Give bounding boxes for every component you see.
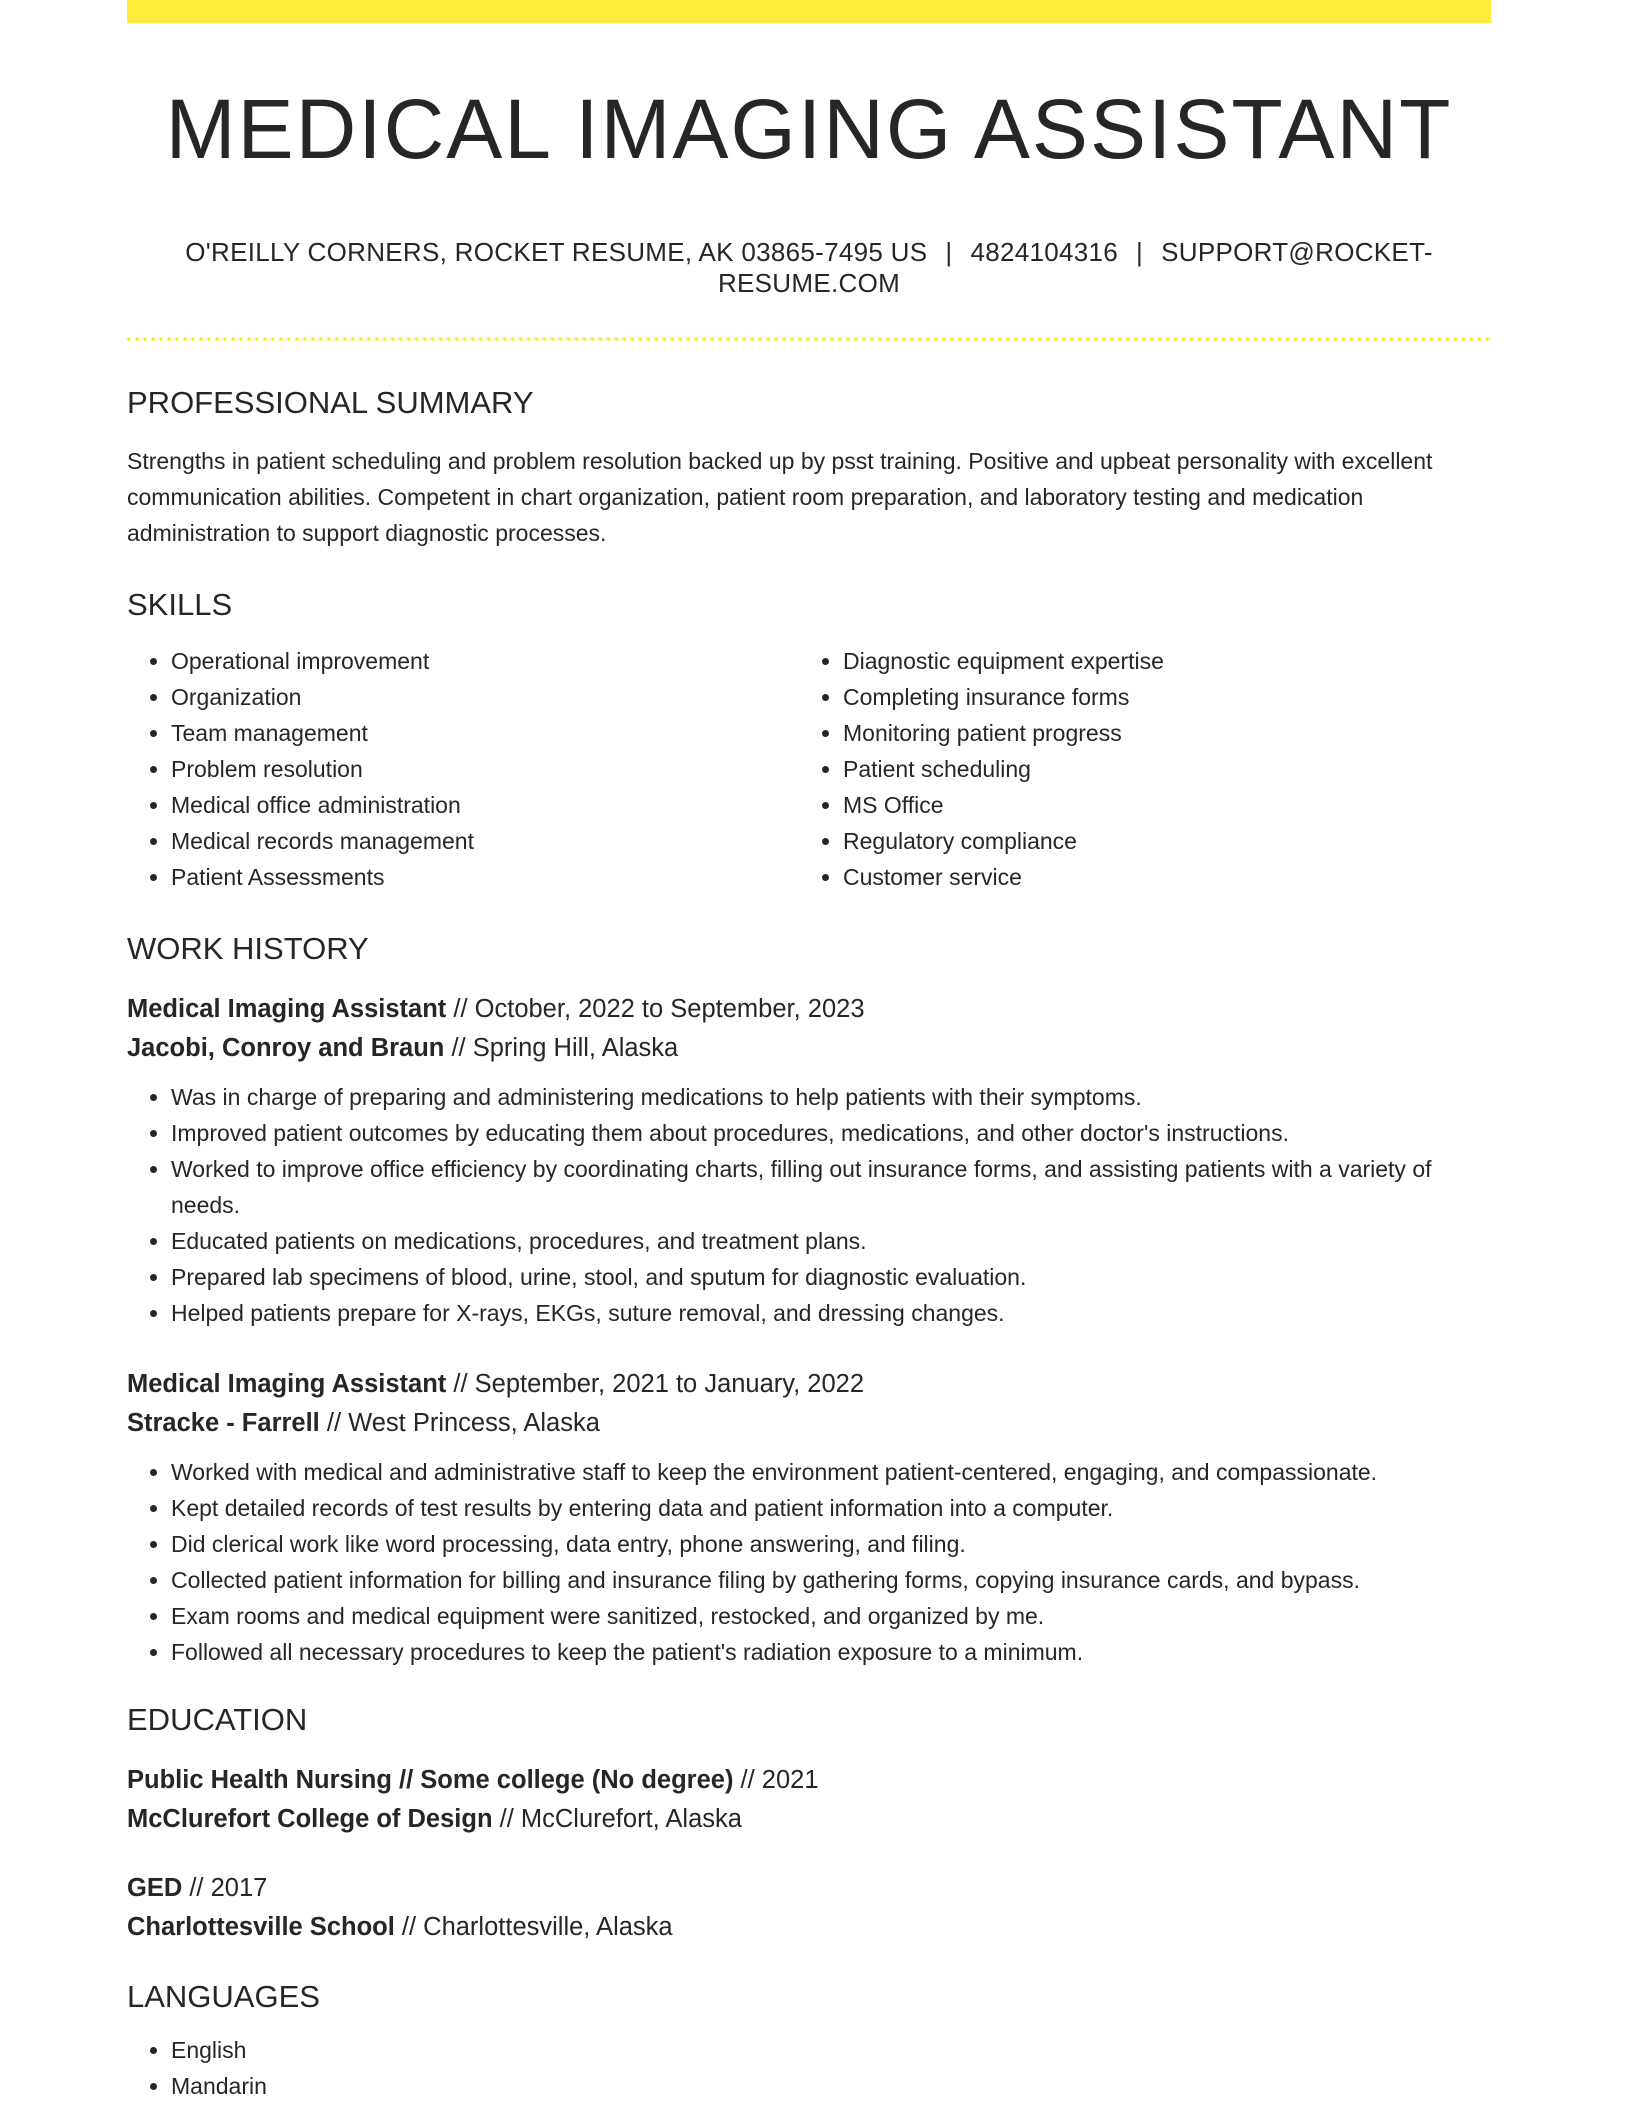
- contact-address: O'REILLY CORNERS, ROCKET RESUME, AK 03865-7495 US: [185, 237, 928, 267]
- skill-item: • Completing insurance forms: [843, 679, 1471, 715]
- resume-title: MEDICAL IMAGING ASSISTANT: [165, 82, 1453, 176]
- education-school-line: [127, 1908, 1491, 1947]
- skills-heading: SKILLS: [127, 587, 233, 622]
- job-bullet: • Worked to improve office efficiency by coordinating charts, filling out insurance forms, and assisting patients with a variety of needs.: [171, 1151, 1491, 1223]
- job-bullet: • Exam rooms and medical equipment were sanitized, restocked, and organized by me.: [171, 1598, 1491, 1634]
- job-bullets: [127, 1079, 1491, 1331]
- work-history-heading: WORK HISTORY: [127, 931, 369, 966]
- job-role: Medical Imaging Assistant: [127, 995, 447, 1023]
- education-entry: [127, 1869, 1491, 1947]
- education-school-line: [127, 1800, 1491, 1839]
- contact-separator: |: [945, 237, 953, 267]
- job-company: Stracke - Farrell: [127, 1409, 320, 1437]
- accent-bar: [127, 0, 1491, 23]
- job-dates: // October, 2022 to September, 2023: [446, 995, 865, 1023]
- job-bullet: • Educated patients on medications, procedures, and treatment plans.: [171, 1223, 1491, 1259]
- education-degree: GED: [127, 1874, 183, 1902]
- education-year: // 2017: [182, 1874, 268, 1902]
- education-degree-line: [127, 1761, 1491, 1800]
- education-location: // Charlottesville, Alaska: [394, 1913, 673, 1941]
- job-bullet: • Followed all necessary procedures to keep the patient's radiation exposure to a minimum.: [171, 1634, 1491, 1670]
- skills-grid: [127, 643, 1491, 895]
- job-location: // Spring Hill, Alaska: [444, 1034, 679, 1062]
- job-bullet: • Kept detailed records of test results by entering data and patient information into a computer.: [171, 1490, 1491, 1526]
- skill-item: • Team management: [171, 715, 799, 751]
- education-degree: Public Health Nursing // Some college (No degree): [127, 1766, 734, 1794]
- skill-item: • Problem resolution: [171, 751, 799, 787]
- job-company-line: [127, 1404, 1491, 1443]
- skill-item: • Patient scheduling: [843, 751, 1471, 787]
- skill-item: • Customer service: [843, 859, 1471, 895]
- job-bullet: • Worked with medical and administrative staff to keep the environment patient-centered, engaging, and compassionate.: [171, 1454, 1491, 1490]
- job-role: Medical Imaging Assistant: [127, 1370, 447, 1398]
- contact-email: SUPPORT@ROCKET-RESUME.COM: [717, 237, 1433, 298]
- contact-line: [127, 237, 1491, 299]
- skill-item: • Medical records management: [171, 823, 799, 859]
- contact-phone: 4824104316: [970, 237, 1119, 267]
- skill-item: • Organization: [171, 679, 799, 715]
- job-title-line: [127, 990, 1491, 1029]
- languages-heading: LANGUAGES: [127, 1979, 320, 2014]
- education-heading: EDUCATION: [127, 1702, 308, 1737]
- contact-separator: |: [1136, 237, 1144, 267]
- summary-heading: PROFESSIONAL SUMMARY: [127, 385, 534, 420]
- languages-list: [127, 2032, 1491, 2104]
- skill-item: • MS Office: [843, 787, 1471, 823]
- education-entry: [127, 1761, 1491, 1839]
- job-location: // West Princess, Alaska: [319, 1409, 600, 1437]
- skill-item: • Patient Assessments: [171, 859, 799, 895]
- language-item: • English: [171, 2032, 1491, 2068]
- skills-list-left: [127, 643, 799, 895]
- job-entry: [127, 1365, 1491, 1670]
- job-bullet: • Helped patients prepare for X-rays, EKGs, suture removal, and dressing changes.: [171, 1295, 1491, 1331]
- job-dates: // September, 2021 to January, 2022: [446, 1370, 865, 1398]
- summary-text: Strengths in patient scheduling and problem resolution backed up by psst training. Positive and upbeat personality with excellent communication abilities. Competent in chart organization, patient room preparation, and laboratory testing and medication administration to support diagnostic processes.: [127, 448, 1433, 546]
- skill-item: • Regulatory compliance: [843, 823, 1471, 859]
- resume-page: [127, 0, 1491, 2104]
- job-bullets: [127, 1454, 1491, 1670]
- job-company-line: [127, 1029, 1491, 1068]
- skill-item: • Monitoring patient progress: [843, 715, 1471, 751]
- job-bullet: • Improved patient outcomes by educating them about procedures, medications, and other doctor's instructions.: [171, 1115, 1491, 1151]
- education-degree-line: [127, 1869, 1491, 1908]
- language-item: • Mandarin: [171, 2068, 1491, 2104]
- education-year: // 2021: [733, 1766, 819, 1794]
- education-school: Charlottesville School: [127, 1913, 395, 1941]
- job-bullet: • Did clerical work like word processing, data entry, phone answering, and filing.: [171, 1526, 1491, 1562]
- job-bullet: • Collected patient information for billing and insurance filing by gathering forms, copying insurance cards, and bypass.: [171, 1562, 1491, 1598]
- job-title-line: [127, 1365, 1491, 1404]
- skill-item: • Operational improvement: [171, 643, 799, 679]
- skill-item: • Diagnostic equipment expertise: [843, 643, 1471, 679]
- skills-list-right: [799, 643, 1471, 895]
- job-entry: [127, 990, 1491, 1331]
- education-location: // McClurefort, Alaska: [492, 1805, 742, 1833]
- skill-item: • Medical office administration: [171, 787, 799, 823]
- education-school: McClurefort College of Design: [127, 1805, 493, 1833]
- job-bullet: • Was in charge of preparing and administering medications to help patients with their symptoms.: [171, 1079, 1491, 1115]
- header-divider: [127, 337, 1491, 341]
- job-bullet: • Prepared lab specimens of blood, urine, stool, and sputum for diagnostic evaluation.: [171, 1259, 1491, 1295]
- job-company: Jacobi, Conroy and Braun: [127, 1034, 445, 1062]
